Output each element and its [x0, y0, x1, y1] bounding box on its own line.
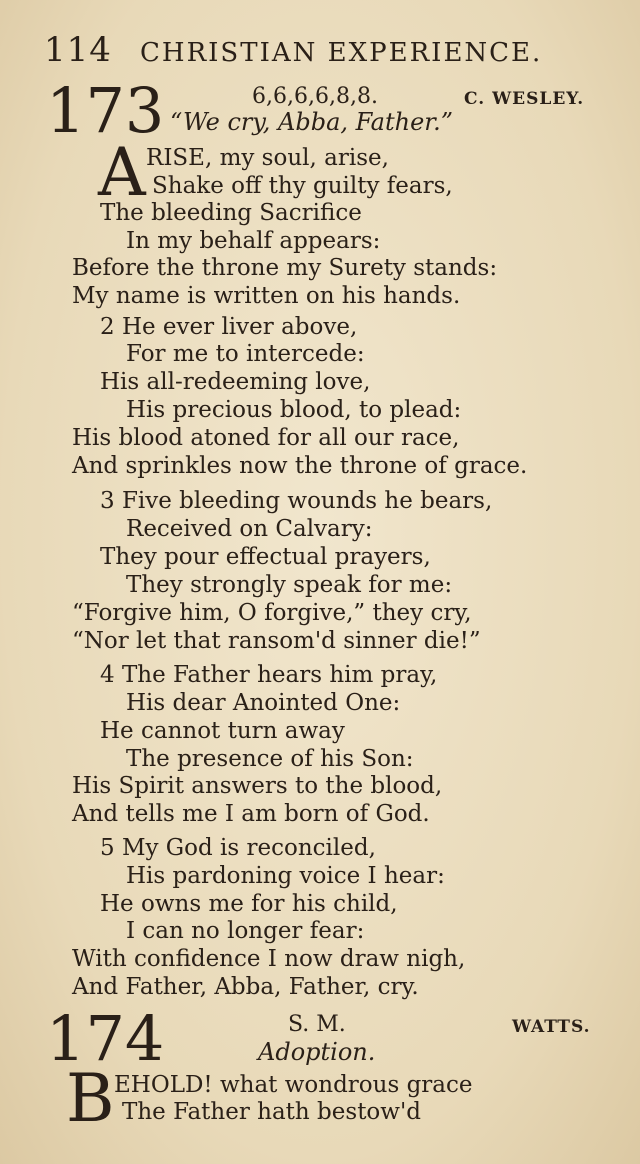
verse-line: And Father, Abba, Father, cry. — [72, 974, 419, 1000]
verse-line: And tells me I am born of God. — [72, 801, 430, 827]
verse-line: 3 Five bleeding wounds he bears, — [100, 488, 493, 514]
verse-line: For me to intercede: — [126, 341, 365, 367]
verse-line: 4 The Father hears him pray, — [100, 662, 438, 688]
hymn-author: WATTS. — [512, 1017, 591, 1037]
hymn-number: 173 — [46, 74, 165, 147]
verse-line: “Forgive him, O forgive,” they cry, — [72, 600, 472, 626]
hymn-subtitle: Adoption. — [258, 1038, 376, 1066]
verse-line: His all-redeeming love, — [100, 369, 371, 395]
verse-line: Received on Calvary: — [126, 516, 373, 542]
verse-line: The presence of his Son: — [126, 746, 414, 772]
verse-line: My name is written on his hands. — [72, 283, 461, 309]
verse-line: His dear Anointed One: — [126, 690, 401, 716]
hymn-number: 174 — [46, 1002, 165, 1075]
drop-cap: B — [66, 1060, 115, 1137]
verse-line: The bleeding Sacrifice — [100, 200, 362, 226]
hymn-subtitle: “We cry, Abba, Father.” — [170, 108, 454, 136]
verse-line: He cannot turn away — [100, 718, 345, 744]
verse-line: His Spirit answers to the blood, — [72, 773, 443, 799]
verse-line: The Father hath bestow'd — [122, 1099, 422, 1125]
hymn-meter: 6,6,6,6,8,8. — [252, 84, 378, 109]
verse-line: And sprinkles now the throne of grace. — [72, 453, 528, 479]
verse-line: Before the throne my Surety stands: — [72, 255, 498, 281]
verse-line: I can no longer fear: — [126, 918, 365, 944]
verse-line: RISE, my soul, arise, — [146, 145, 389, 171]
verse-line: His precious blood, to plead: — [126, 397, 462, 423]
verse-line: 5 My God is reconciled, — [100, 835, 376, 861]
section-title: CHRISTIAN EXPERIENCE. — [140, 38, 543, 68]
verse-line: His pardoning voice I hear: — [126, 863, 445, 889]
hymn-meter: S. M. — [288, 1012, 346, 1037]
verse-line: They strongly speak for me: — [126, 572, 453, 598]
page-header — [44, 30, 604, 74]
verse-line: 2 He ever liver above, — [100, 314, 358, 340]
page-number: 114 — [44, 30, 112, 70]
verse-line: EHOLD! what wondrous grace — [114, 1072, 473, 1098]
verse-line: “Nor let that ransom'd sinner die!” — [72, 628, 481, 654]
verse-line: Shake off thy guilty fears, — [152, 173, 453, 199]
verse-line: They pour effectual prayers, — [100, 544, 431, 570]
hymn-author: C. WESLEY. — [464, 89, 585, 109]
drop-cap: A — [98, 134, 146, 211]
verse-line: With confidence I now draw nigh, — [72, 946, 466, 972]
verse-line: He owns me for his child, — [100, 891, 398, 917]
verse-line: His blood atoned for all our race, — [72, 425, 460, 451]
verse-line: In my behalf appears: — [126, 228, 381, 254]
